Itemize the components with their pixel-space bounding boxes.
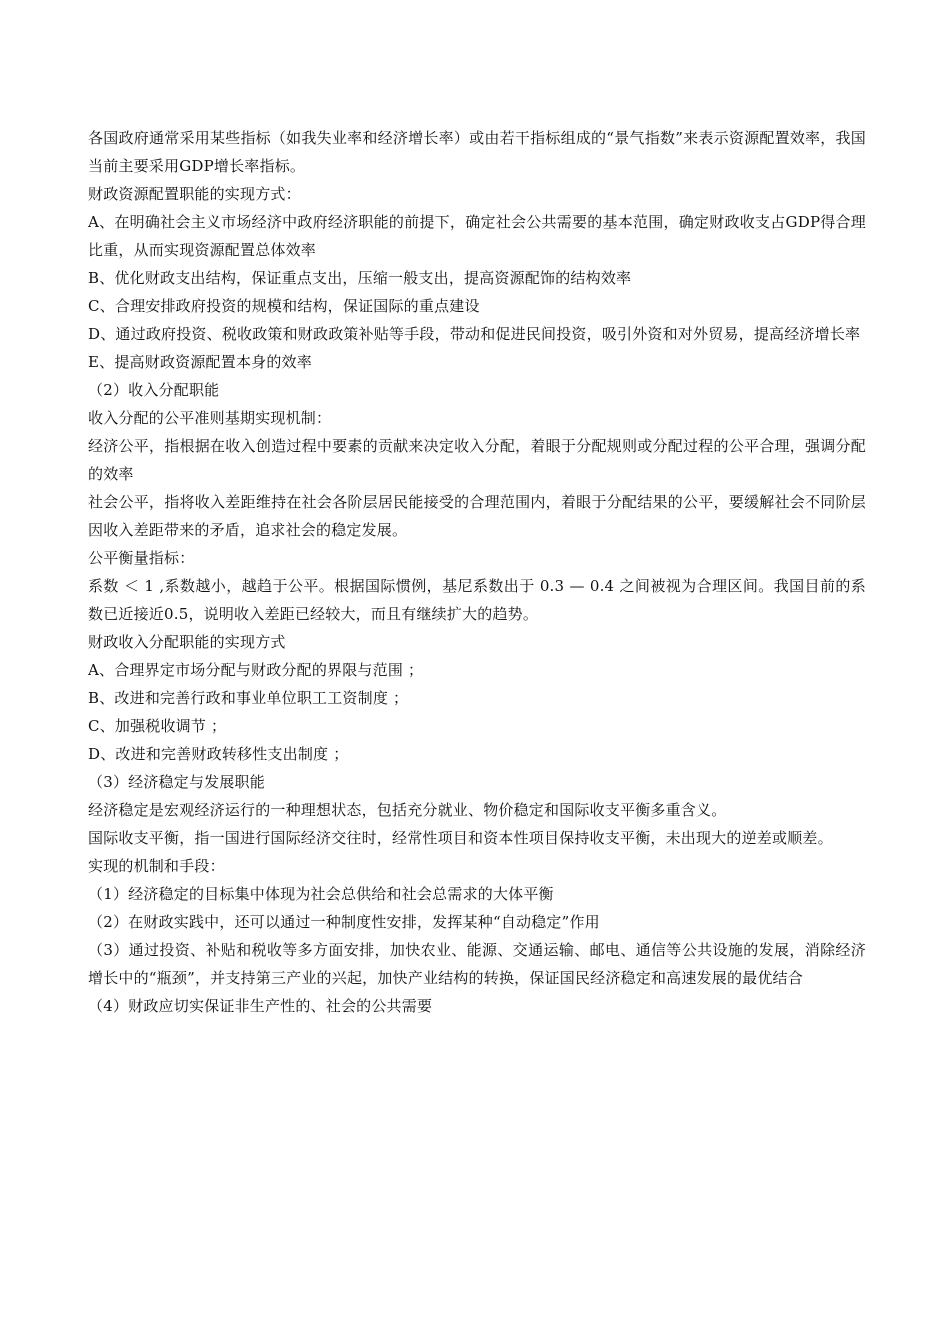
paragraph: C、加强税收调节 ； <box>88 717 227 735</box>
paragraph: 财政资源配置职能的实现方式： <box>88 185 301 203</box>
paragraph: E、提高财政资源配置本身的效率 <box>88 353 312 371</box>
paragraph: B、优化财政支出结构，保证重点支出，压缩一般支出，提高资源配饰的结构效率 <box>88 269 632 287</box>
paragraph: 各国政府通常采用某些指标（如我失业率和经济增长率）或由若干指标组成的“景气指数”来表示资源配置效率，我国当前主要采用GDP增长率指标。 <box>88 129 866 175</box>
paragraph: A、合理界定市场分配与财政分配的界限与范围 ； <box>88 661 424 679</box>
section-heading: （2）收入分配职能 <box>88 381 220 399</box>
list-item: （3）通过投资、补贴和税收等多方面安排，加快农业、能源、交通运输、邮电、通信等公共设施的发展，消除经济增长中的“瓶颈”，并支持第三产业的兴起，加快产业结构的转换，保证国民经济稳定和高速发展的最优结合 <box>88 941 866 987</box>
paragraph: B、改进和完善行政和事业单位职工工资制度 ； <box>88 689 409 707</box>
paragraph: A、在明确社会主义市场经济中政府经济职能的前提下，确定社会公共需要的基本范围，确定财政收支占GDP得合理比重，从而实现资源配置总体效率 <box>88 213 866 259</box>
paragraph: 社会公平，指将收入差距维持在社会各阶层居民能接受的合理范围内，着眼于分配结果的公平，要缓解社会不同阶层因收入差距带来的矛盾，追求社会的稳定发展。 <box>88 493 866 539</box>
paragraph: 经济稳定是宏观经济运行的一种理想状态，包括充分就业、物价稳定和国际收支平衡多重含义。 <box>88 801 727 819</box>
paragraph: 经济公平，指根据在收入创造过程中要素的贡献来决定收入分配，着眼于分配规则或分配过程的公平合理，强调分配的效率 <box>88 437 866 483</box>
paragraph: 实现的机制和手段： <box>88 857 225 875</box>
paragraph: 财政收入分配职能的实现方式 <box>88 633 286 651</box>
list-item: （2）在财政实践中，还可以通过一种制度性安排，发挥某种“自动稳定”作用 <box>88 913 600 931</box>
paragraph: D、通过政府投资、税收政策和财政政策补贴等手段，带动和促进民间投资，吸引外资和对外贸易，提高经济增长率 <box>88 325 861 343</box>
paragraph: 收入分配的公平准则基期实现机制： <box>88 409 332 427</box>
paragraph: C、合理安排政府投资的规模和结构，保证国际的重点建设 <box>88 297 480 315</box>
section-heading: （3）经济稳定与发展职能 <box>88 773 265 791</box>
paragraph: 国际收支平衡，指一国进行国际经济交往时，经常性项目和资本性项目保持收支平衡，未出现大的逆差或顺差。 <box>88 829 833 847</box>
paragraph: 公平衡量指标： <box>88 549 195 567</box>
list-item: （4）财政应切实保证非生产性的、社会的公共需要 <box>88 997 433 1015</box>
paragraph: 系数 ＜ 1 ,系数越小，越趋于公平。根据国际惯例，基尼系数出于 0.3 — 0.4 之间被视为合理区间。我国目前的系数已近接近0.5，说明收入差距已经较大，而且有继续扩大的趋势。 <box>88 577 866 623</box>
document-body <box>88 124 866 1020</box>
list-item: （1）经济稳定的目标集中体现为社会总供给和社会总需求的大体平衡 <box>88 885 554 903</box>
paragraph: D、改进和完善财政转移性支出制度 ； <box>88 745 349 763</box>
